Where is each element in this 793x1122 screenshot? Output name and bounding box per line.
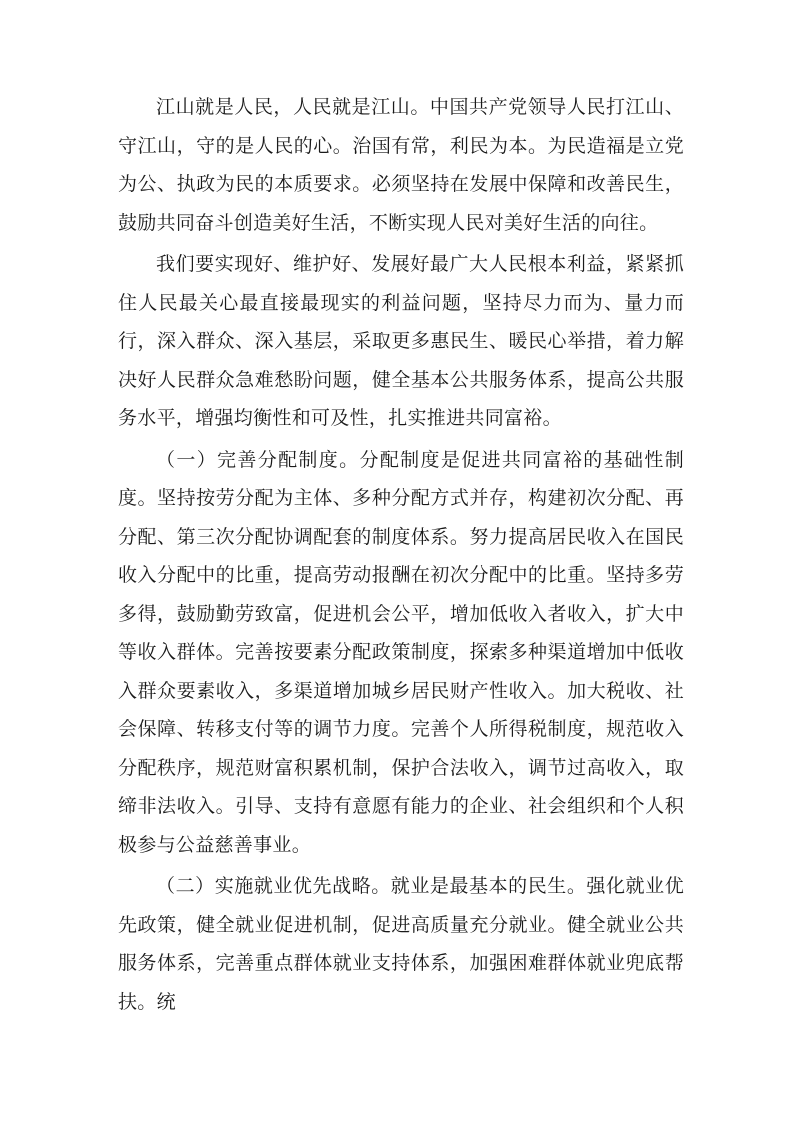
- paragraph-4: （二）实施就业优先战略。就业是最基本的民生。强化就业优先政策，健全就业促进机制，促进高质量充分就业。健全就业公共服务体系，完善重点群体就业支持体系，加强困难群体就业兜底帮扶。统: [118, 875, 684, 1013]
- paragraph-1: 江山就是人民，人民就是江山。中国共产党领导人民打江山、守江山，守的是人民的心。治国有常，利民为本。为民造福是立党为公、执政为民的本质要求。必须坚持在发展中保障和改善民生，鼓励共同奋斗创造美好生活，不断实现人民对美好生活的向往。: [118, 96, 684, 234]
- document-body: [118, 88, 684, 1024]
- paragraph-3: （一）完善分配制度。分配制度是促进共同富裕的基础性制度。坚持按劳分配为主体、多种分配方式并存，构建初次分配、再分配、第三次分配协调配套的制度体系。努力提高居民收入在国民收入分配中的比重，提高劳动报酬在初次分配中的比重。坚持多劳多得，鼓励勤劳致富，促进机会公平，增加低收入者收入，扩大中等收入群体。完善按要素分配政策制度，探索多种渠道增加中低收入群众要素收入，多渠道增加城乡居民财产性收入。加大税收、社会保障、转移支付等的调节力度。完善个人所得税制度，规范收入分配秩序，规范财富积累机制，保护合法收入，调节过高收入，取缔非法收入。引导、支持有意愿有能力的企业、社会组织和个人积极参与公益慈善事业。: [118, 448, 684, 856]
- paragraph-2: 我们要实现好、维护好、发展好最广大人民根本利益，紧紧抓住人民最关心最直接最现实的利益问题，坚持尽力而为、量力而行，深入群众、深入基层，采取更多惠民生、暖民心举措，着力解决好人民群众急难愁盼问题，健全基本公共服务体系，提高公共服务水平，增强均衡性和可及性，扎实推进共同富裕。: [118, 253, 684, 429]
